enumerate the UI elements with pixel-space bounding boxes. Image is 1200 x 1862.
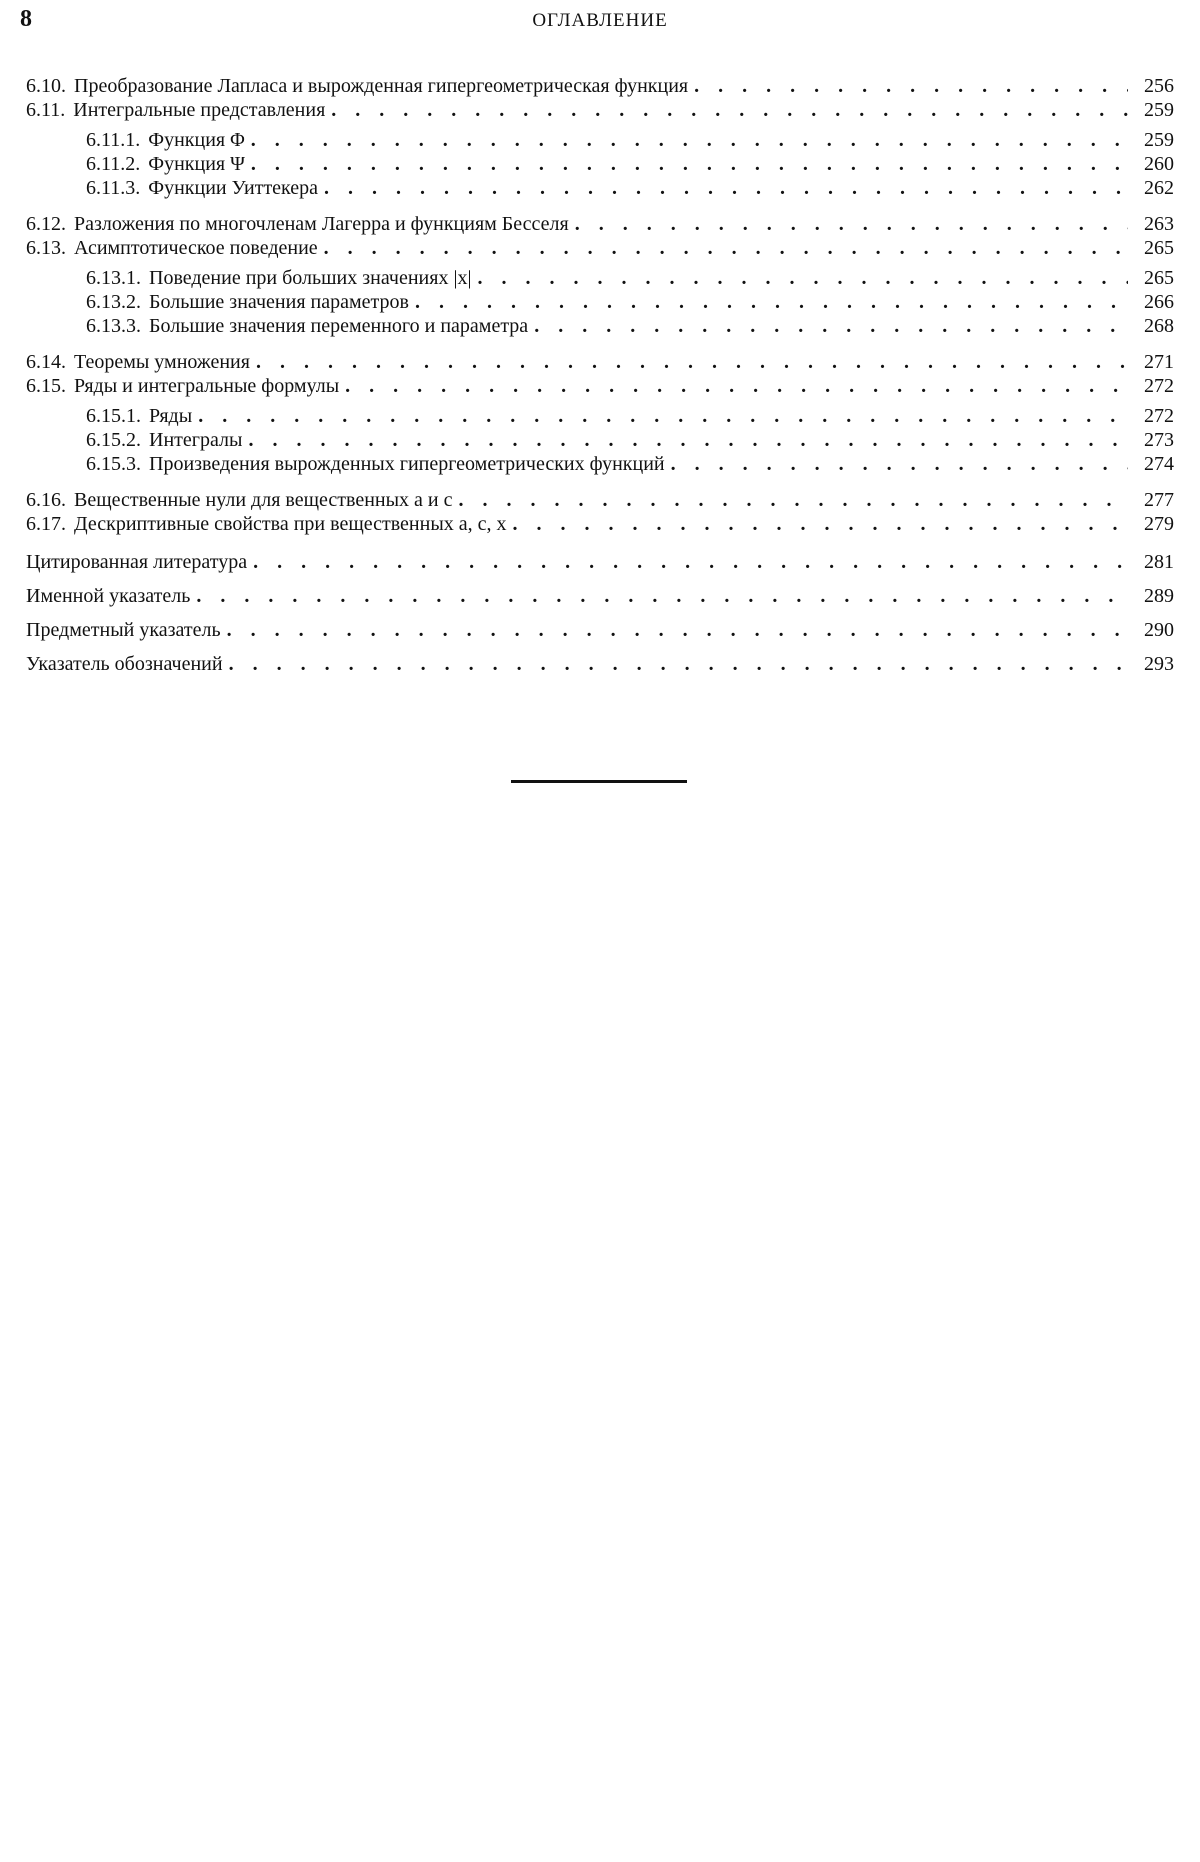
end-rule [511,780,687,783]
dot-leader [248,428,1128,452]
toc-entry-title: Большие значения параметров [149,291,409,313]
toc-entry-page: 266 [1144,291,1174,313]
toc-entry-number: 6.15.2. [86,429,141,451]
toc-entry-title: Поведение при больших значениях |x| [149,267,472,289]
toc-entry-number: 6.13.2. [86,291,141,313]
toc-subentry[interactable] [26,314,1174,338]
toc-entry-title: Именной указатель [26,585,191,607]
toc-entry-title: Дескриптивные свойства при вещественных a, c, x [74,513,507,535]
toc-entry-number: 6.13.1. [86,267,141,289]
toc-entry[interactable] [26,488,1174,512]
toc-entry-page: 277 [1144,489,1174,511]
toc-subentry[interactable] [26,176,1174,200]
toc-backmatter-entry[interactable] [26,618,1174,642]
toc-entry-page: 256 [1144,75,1174,97]
toc-entry-page: 263 [1144,213,1174,235]
toc-entry-page: 281 [1144,551,1174,573]
dot-leader [256,350,1128,374]
toc-entry-number: 6.17. [26,513,66,535]
toc-entry-number: 6.13.3. [86,315,141,337]
toc-entry-page: 262 [1144,177,1174,199]
table-of-contents [26,74,1174,676]
toc-entry-number: 6.15.1. [86,405,141,427]
toc-backmatter-entry[interactable] [26,652,1174,676]
toc-entry[interactable] [26,350,1174,374]
toc-entry-title: Цитированная литература [26,551,248,573]
toc-entry-number: 6.10. [26,75,66,97]
dot-leader [324,236,1128,260]
toc-entry-title: Функция Φ [148,129,245,151]
dot-leader [575,212,1128,236]
toc-backmatter-entry[interactable] [26,550,1174,574]
dot-leader [534,314,1128,338]
page-number: 8 [20,6,33,32]
dot-leader [253,550,1128,574]
dot-leader [513,512,1128,536]
dot-leader [671,452,1128,476]
toc-entry-title: Преобразование Лапласа и вырожденная гипергеометрическая функция [74,75,689,97]
toc-entry-page: 265 [1144,267,1174,289]
toc-subentry[interactable] [26,452,1174,476]
page-header [0,0,1200,40]
toc-entry-title: Функция Ψ [148,153,245,175]
toc-entry-title: Интегральные представления [73,99,326,121]
toc-entry-title: Асимптотическое поведение [74,237,318,259]
toc-entry-page: 272 [1144,375,1174,397]
toc-subentry[interactable] [26,152,1174,176]
toc-entry[interactable] [26,236,1174,260]
toc-entry[interactable] [26,374,1174,398]
toc-entry-page: 260 [1144,153,1174,175]
toc-entry[interactable] [26,212,1174,236]
toc-entry-number: 6.16. [26,489,66,511]
toc-entry-number: 6.12. [26,213,66,235]
toc-entry-title: Указатель обозначений [26,653,223,675]
toc-entry[interactable] [26,98,1174,122]
toc-subentry[interactable] [26,290,1174,314]
toc-entry-number: 6.15. [26,375,66,397]
dot-leader [251,152,1128,176]
toc-entry-page: 265 [1144,237,1174,259]
toc-entry-title: Разложения по многочленам Лагерра и функциям Бесселя [74,213,569,235]
toc-entry-title: Предметный указатель [26,619,221,641]
dot-leader [477,266,1128,290]
toc-entry[interactable] [26,74,1174,98]
toc-entry-number: 6.11. [26,99,66,121]
toc-entry-page: 268 [1144,315,1174,337]
toc-entry-title: Большие значения переменного и параметра [149,315,529,337]
toc-backmatter-entry[interactable] [26,584,1174,608]
toc-entry[interactable] [26,512,1174,536]
toc-entry-number: 6.11.2. [86,153,141,175]
dot-leader [251,128,1128,152]
toc-entry-page: 274 [1144,453,1174,475]
dot-leader [198,404,1128,428]
toc-entry-number: 6.13. [26,237,66,259]
dot-leader [345,374,1128,398]
toc-entry-page: 273 [1144,429,1174,451]
toc-entry-title: Произведения вырожденных гипергеометрических функций [149,453,665,475]
dot-leader [331,98,1128,122]
toc-entry-page: 290 [1144,619,1174,641]
toc-entry-title: Ряды и интегральные формулы [74,375,340,397]
dot-leader [415,290,1128,314]
toc-entry-page: 271 [1144,351,1174,373]
toc-subentry[interactable] [26,428,1174,452]
dot-leader [196,584,1128,608]
toc-entry-title: Ряды [149,405,193,427]
toc-entry-title: Вещественные нули для вещественных a и c [74,489,453,511]
running-title: ОГЛАВЛЕНИЕ [532,10,668,31]
toc-entry-number: 6.14. [26,351,66,373]
toc-entry-page: 279 [1144,513,1174,535]
toc-entry-page: 259 [1144,99,1174,121]
dot-leader [694,74,1128,98]
toc-entry-page: 259 [1144,129,1174,151]
toc-entry-title: Функции Уиттекера [148,177,319,199]
toc-entry-page: 289 [1144,585,1174,607]
toc-entry-number: 6.11.3. [86,177,141,199]
dot-leader [459,488,1129,512]
toc-entry-title: Теоремы умножения [74,351,250,373]
toc-entry-page: 293 [1144,653,1174,675]
dot-leader [227,618,1128,642]
toc-entry-number: 6.15.3. [86,453,141,475]
toc-subentry[interactable] [26,128,1174,152]
toc-subentry[interactable] [26,404,1174,428]
toc-entry-number: 6.11.1. [86,129,141,151]
toc-entry-page: 272 [1144,405,1174,427]
toc-subentry[interactable] [26,266,1174,290]
dot-leader [229,652,1128,676]
dot-leader [324,176,1128,200]
toc-entry-title: Интегралы [149,429,243,451]
